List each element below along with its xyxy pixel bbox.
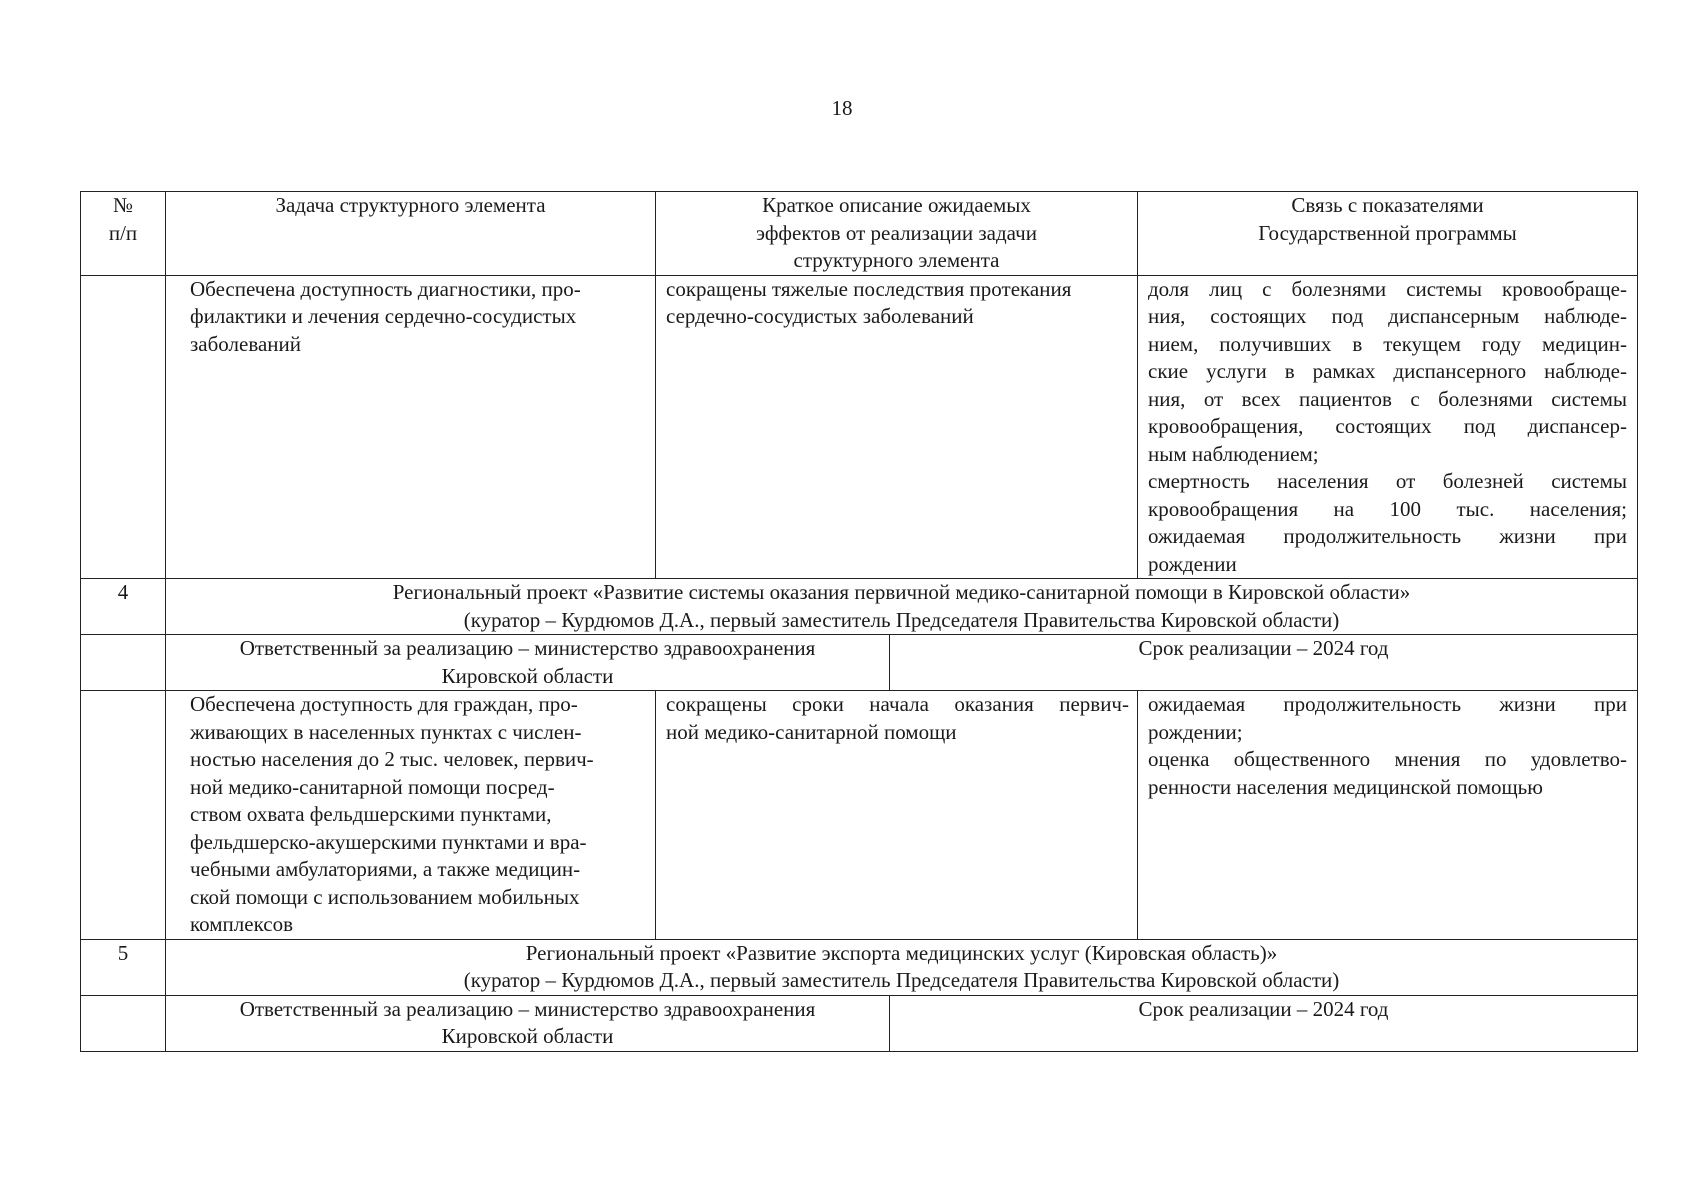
task-line: чебными амбулаториями, а также медицин- [190, 857, 581, 881]
table-row [81, 275, 1638, 579]
task-line: филактики и лечения сердечно-сосудистых [190, 304, 577, 328]
header-effects-line: Краткое описание ожидаемых [762, 193, 1031, 217]
project-title: Региональный проект «Развитие системы оказания первичной медико-санитарной помощи в Кировской области» [392, 580, 1411, 604]
header-num [81, 192, 166, 276]
header-effects-line: структурного элемента [793, 248, 1000, 272]
indicators-line: смертность населения от болезней системы [1148, 469, 1627, 493]
indicators-line: рождении [1148, 551, 1237, 576]
task-line: фельдшерско-акушерскими пунктами и вра- [190, 829, 587, 854]
indicators-line: ния, состоящих под диспансерным наблюде- [1148, 304, 1627, 328]
indicators-line: ожидаемая продолжительность жизни при [1148, 524, 1627, 548]
project-title: Региональный проект «Развитие экспорта медицинских услуг (Кировская область)» [525, 940, 1278, 965]
structural-elements-table [80, 191, 1638, 1052]
project-num: 4 [81, 579, 166, 635]
header-indicators-line: Государственной программы [1258, 220, 1517, 245]
row-num [81, 275, 166, 579]
responsible-cell [166, 995, 890, 1051]
term-cell [890, 635, 1638, 691]
empty-num-cell [81, 995, 166, 1051]
header-num-line: п/п [108, 220, 138, 245]
table-header-row [81, 192, 1638, 276]
effects-cell [656, 275, 1138, 579]
task-line: заболеваний [190, 331, 301, 356]
project-title-cell [166, 579, 1638, 635]
project-curator: (куратор – Курдюмов Д.А., первый заместитель Председателя Правительства Кировской области) [463, 607, 1340, 632]
project-num: 5 [81, 939, 166, 995]
task-line: ностью населения до 2 тыс. человек, первич- [190, 747, 594, 771]
indicators-line: доля лиц с болезнями системы кровообраще- [1148, 276, 1627, 301]
indicators-line: ожидаемая продолжительность жизни при [1148, 692, 1627, 716]
term-text: Срок реализации – 2024 год [1138, 636, 1389, 660]
indicators-line: ным наблюдением; [1148, 441, 1319, 466]
indicators-cell [1138, 691, 1638, 940]
header-num-line: № [112, 193, 134, 217]
empty-num-cell [81, 635, 166, 691]
row-num [81, 691, 166, 940]
project-meta-row [81, 995, 1638, 1051]
responsible-line: Кировской области [441, 1024, 614, 1048]
term-text: Срок реализации – 2024 год [1138, 996, 1389, 1021]
indicators-line: ния, от всех пациентов с болезнями системы [1148, 386, 1627, 411]
table-row [81, 691, 1638, 940]
header-task [166, 192, 656, 276]
effects-line: ной медико-санитарной помощи [666, 719, 957, 744]
effects-line: сердечно-сосудистых заболеваний [666, 304, 974, 328]
effects-line: сокращены тяжелые последствия протекания [666, 276, 1072, 301]
project-row [81, 939, 1638, 995]
task-line: ской помощи с использованием мобильных [190, 884, 580, 909]
page-number: 18 [831, 96, 853, 120]
task-cell [166, 275, 656, 579]
indicators-line: ренности населения медицинской помощью [1148, 774, 1543, 799]
indicators-line: ские услуги в рамках диспансерного наблюде- [1148, 359, 1627, 383]
term-cell [890, 995, 1638, 1051]
indicators-line: оценка общественного мнения по удовлетво- [1148, 747, 1627, 771]
responsible-line: Кировской области [441, 663, 614, 688]
task-line: живающих в населенных пунктах с числен- [190, 719, 582, 744]
indicators-line: кровообращения на 100 тыс. населения; [1148, 496, 1627, 521]
indicators-line: кровообращения, состоящих под диспансер- [1148, 414, 1627, 438]
header-effects [656, 192, 1138, 276]
task-line: ством охвата фельдшерскими пунктами, [190, 802, 552, 826]
header-indicators [1138, 192, 1638, 276]
project-row [81, 579, 1638, 635]
task-line: комплексов [190, 912, 293, 936]
indicators-line: нием, получивших в текущем году медицин- [1148, 331, 1627, 356]
indicators-line: рождении; [1148, 719, 1243, 744]
responsible-line: Ответственный за реализацию – министерство здравоохранения [239, 636, 816, 660]
indicators-cell [1138, 275, 1638, 579]
task-line: Обеспечена доступность для граждан, про- [190, 692, 578, 716]
task-line: ной медико-санитарной помощи посред- [190, 774, 555, 799]
task-cell [166, 691, 656, 940]
effects-cell [656, 691, 1138, 940]
responsible-line: Ответственный за реализацию – министерство здравоохранения [239, 996, 816, 1021]
project-title-cell [166, 939, 1638, 995]
task-line: Обеспечена доступность диагностики, про- [190, 276, 581, 301]
project-meta-row [81, 635, 1638, 691]
header-task-line: Задача структурного элемента [275, 193, 546, 217]
header-indicators-line: Связь с показателями [1291, 193, 1484, 217]
effects-line: сокращены сроки начала оказания первич- [666, 692, 1129, 716]
responsible-cell [166, 635, 890, 691]
header-effects-line: эффектов от реализации задачи [756, 220, 1037, 245]
project-curator: (куратор – Курдюмов Д.А., первый заместитель Председателя Правительства Кировской области) [463, 968, 1340, 992]
